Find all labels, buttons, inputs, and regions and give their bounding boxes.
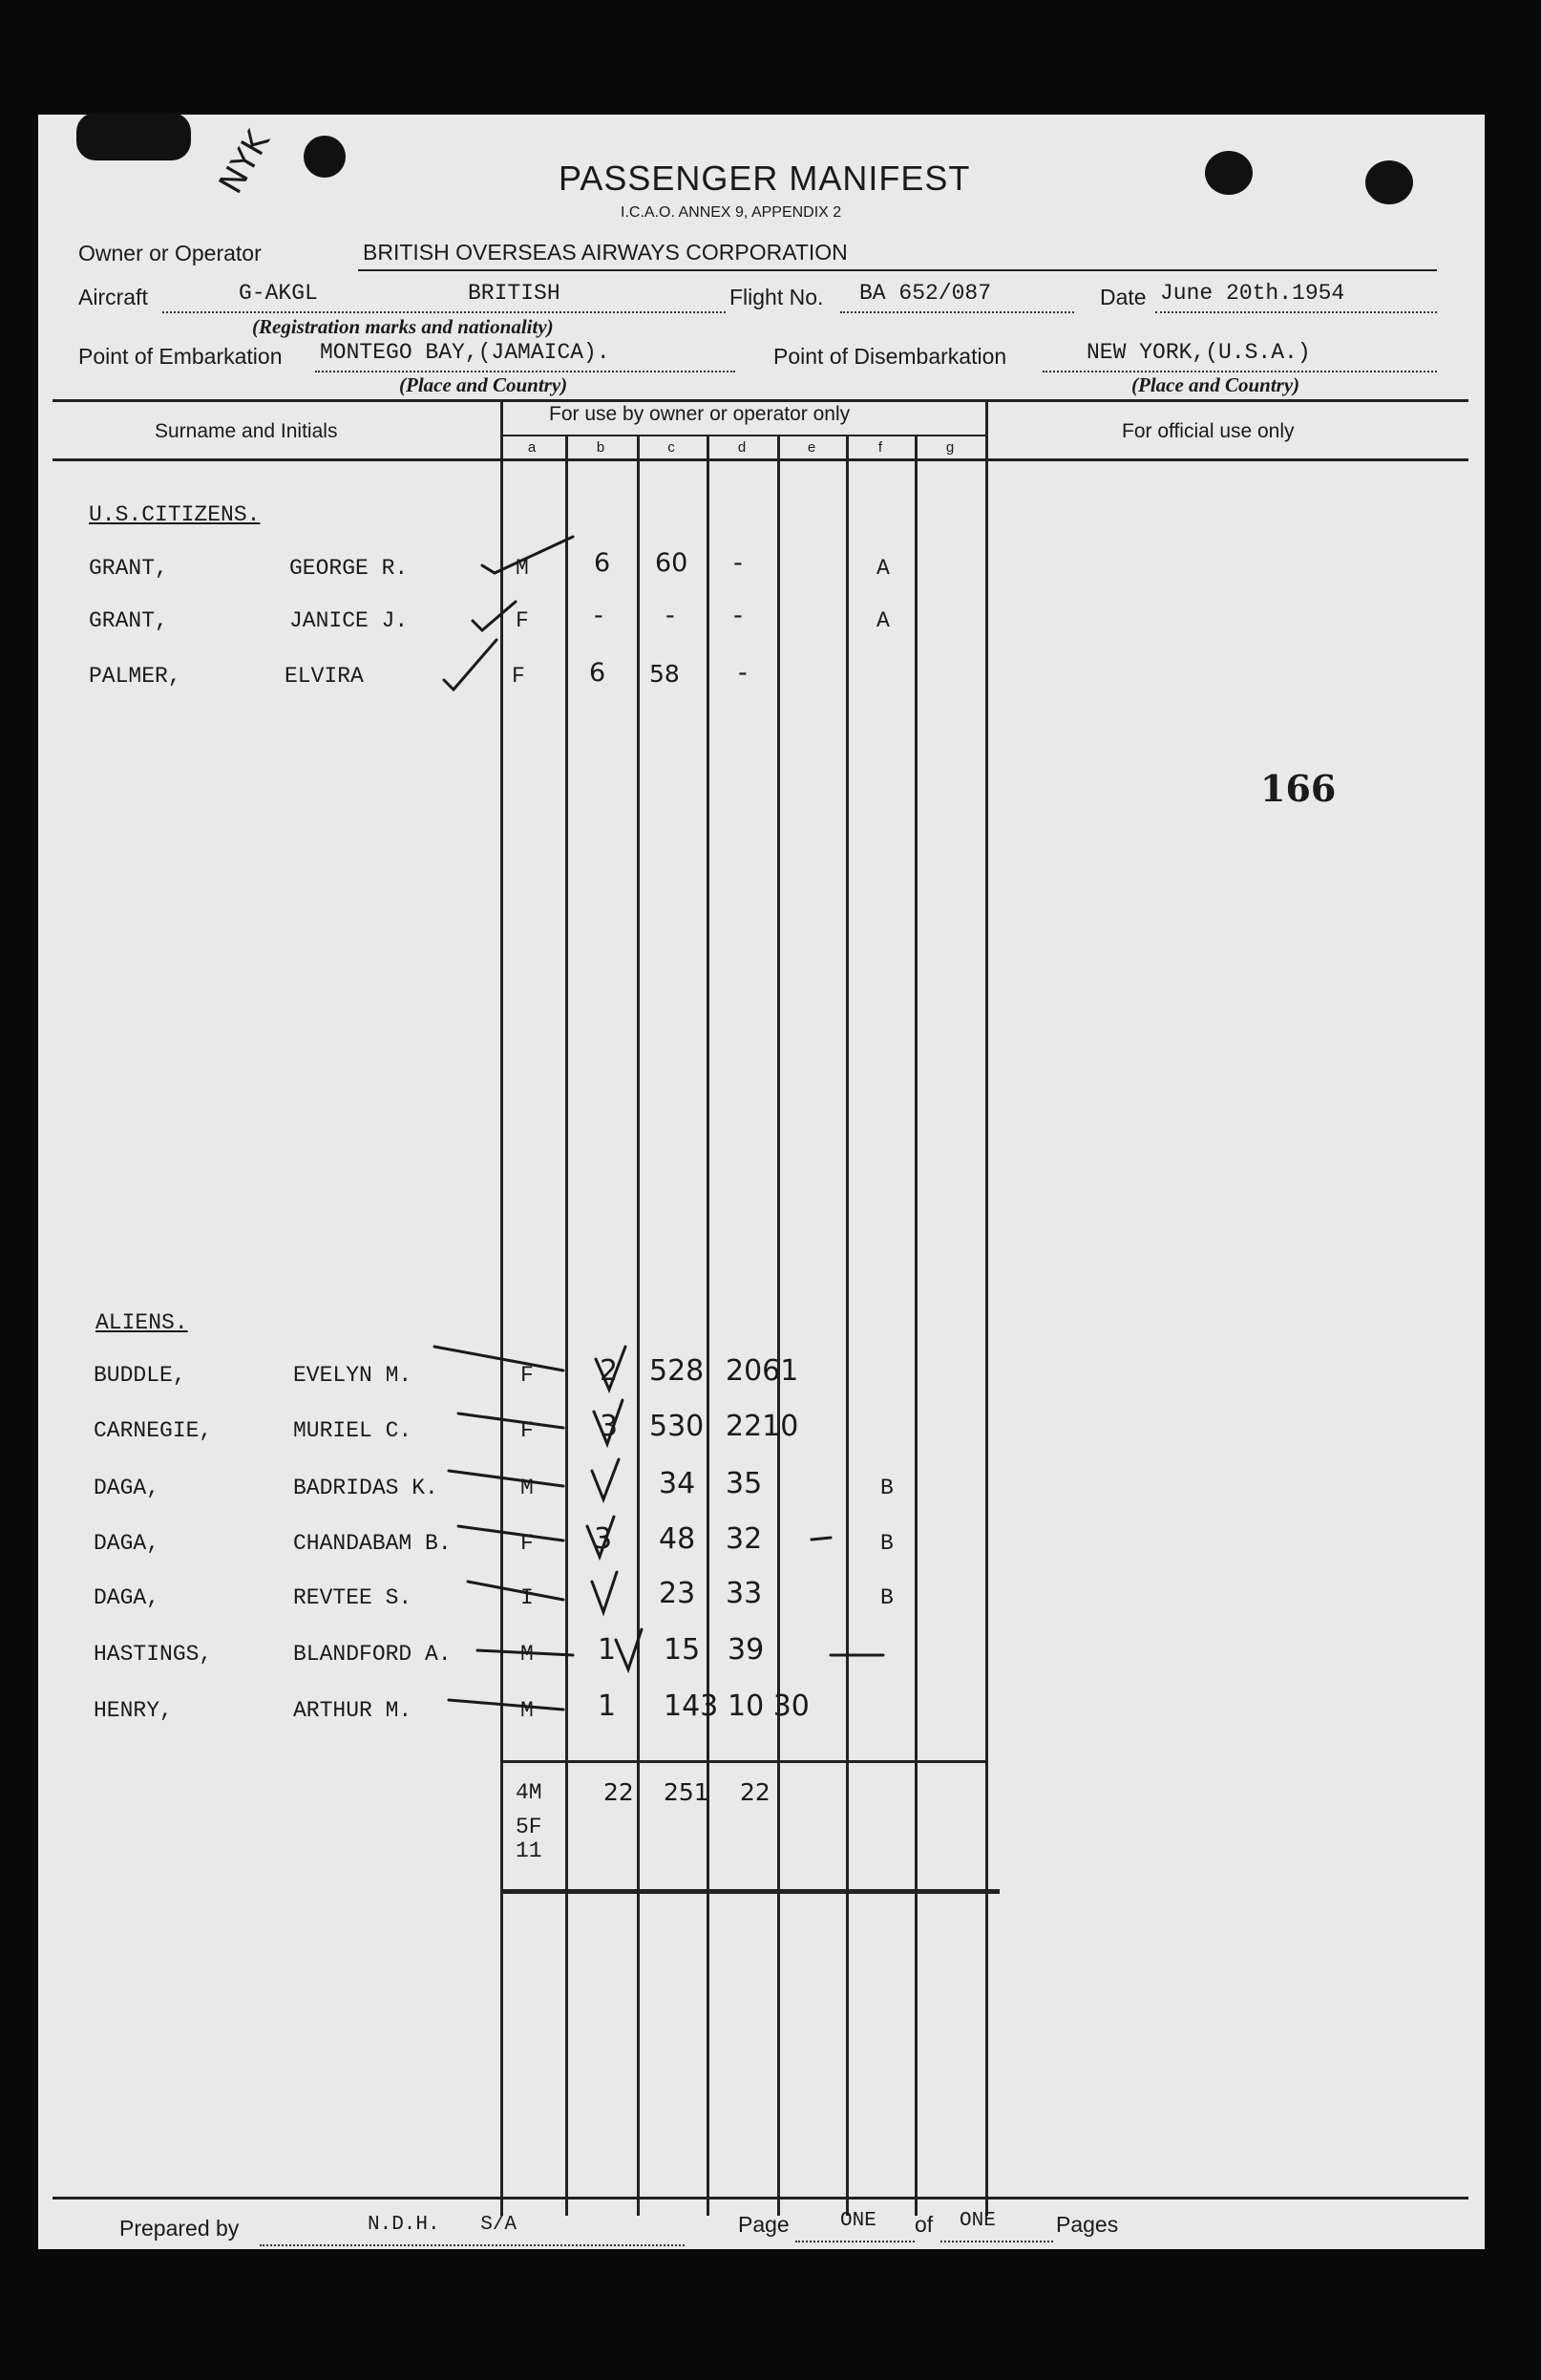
surname: PALMER, xyxy=(89,664,181,689)
cell-b: 3 xyxy=(600,1410,619,1443)
cell-d: - xyxy=(733,548,743,578)
total-b: 22 xyxy=(603,1778,634,1806)
page-number-stamp: 166 xyxy=(1260,767,1337,810)
col-header-f: f xyxy=(877,439,883,456)
check-icon xyxy=(594,1400,623,1444)
nyk-stamp: NYK xyxy=(211,124,278,201)
section-aliens: ALIENS. xyxy=(95,1310,188,1335)
section-us-citizens: U.S.CITIZENS. xyxy=(89,502,261,527)
cell-c: 15 xyxy=(664,1633,701,1667)
cell-a: M xyxy=(520,1698,534,1723)
cell-c: 48 xyxy=(659,1522,696,1556)
of-dots xyxy=(940,2214,1053,2242)
total-a-all: 11 xyxy=(516,1838,542,1863)
strike-line xyxy=(477,1650,573,1655)
given-name: REVTEE S. xyxy=(293,1585,412,1610)
page-value: ONE xyxy=(840,2210,876,2232)
page-subtitle: I.C.A.O. ANNEX 9, APPENDIX 2 xyxy=(621,204,842,221)
cell-c: 530 xyxy=(649,1410,705,1443)
cell-b: 1 xyxy=(598,1633,617,1667)
col-header-e: e xyxy=(807,439,816,456)
cell-a: M xyxy=(520,1476,534,1500)
check-icon xyxy=(592,1459,619,1499)
aircraft-reg: G-AKGL xyxy=(239,281,318,306)
aircraft-hint: (Registration marks and nationality) xyxy=(252,315,554,338)
col-header-d: d xyxy=(737,439,747,456)
embark-hint: (Place and Country) xyxy=(399,373,568,396)
cell-c: - xyxy=(665,601,675,630)
surname: DAGA, xyxy=(94,1585,160,1610)
cell-a: F xyxy=(516,608,529,633)
col-header-g: g xyxy=(945,439,955,456)
given-name: EVELYN M. xyxy=(293,1363,412,1388)
cell-c: 58 xyxy=(649,660,680,688)
cell-d: 35 xyxy=(726,1467,763,1500)
given-name: GEORGE R. xyxy=(289,556,409,581)
flight-label: Flight No. xyxy=(729,285,824,309)
cell-a: F xyxy=(520,1418,534,1443)
embark-value: MONTEGO BAY,(JAMAICA). xyxy=(320,340,610,365)
pages-label: Pages xyxy=(1056,2212,1119,2237)
given-name: ARTHUR M. xyxy=(293,1698,412,1723)
of-value: ONE xyxy=(960,2210,996,2232)
strike-line xyxy=(458,1413,563,1428)
operator-column-header: For use by owner or operator only xyxy=(549,403,851,425)
cell-a: M xyxy=(520,1642,534,1667)
date-value: June 20th.1954 xyxy=(1160,281,1345,306)
cell-f: A xyxy=(876,556,890,581)
check-icon xyxy=(473,602,516,630)
strike-line xyxy=(449,1471,563,1486)
disembark-value: NEW YORK,(U.S.A.) xyxy=(1087,340,1311,365)
cell-b: 2 xyxy=(600,1354,619,1388)
cell-f: A xyxy=(876,608,890,633)
col-header-c: c xyxy=(667,439,675,456)
cell-d: 33 xyxy=(726,1577,763,1610)
cell-c: 60 xyxy=(655,548,688,578)
cell-b: - xyxy=(594,601,603,630)
check-icon xyxy=(592,1572,617,1612)
check-icon xyxy=(482,537,573,573)
given-name: JANICE J. xyxy=(289,608,409,633)
cell-c: 528 xyxy=(649,1354,705,1388)
cell-a: F xyxy=(520,1363,534,1388)
cell-b: 1 xyxy=(598,1689,617,1723)
surname: HASTINGS, xyxy=(94,1642,213,1667)
check-icon xyxy=(616,1629,642,1669)
cell-f: B xyxy=(880,1585,894,1610)
name-column-header: Surname and Initials xyxy=(155,420,338,442)
date-label: Date xyxy=(1100,285,1147,309)
cell-c: 143 xyxy=(664,1689,719,1723)
col-header-b: b xyxy=(596,439,605,456)
cell-a: F xyxy=(512,664,525,689)
page-title: PASSENGER MANIFEST xyxy=(559,159,971,198)
surname: BUDDLE, xyxy=(94,1363,186,1388)
cell-a: I xyxy=(520,1585,534,1610)
cell-d: 39 xyxy=(728,1633,765,1667)
cell-b: 6 xyxy=(594,548,611,578)
check-icon xyxy=(596,1347,625,1390)
surname: DAGA, xyxy=(94,1531,160,1556)
surname: HENRY, xyxy=(94,1698,173,1723)
total-a-females: 5F xyxy=(516,1815,542,1839)
cell-c: 34 xyxy=(659,1467,696,1500)
given-name: BADRIDAS K. xyxy=(293,1476,438,1500)
total-d: 22 xyxy=(740,1778,770,1806)
cell-d: - xyxy=(733,601,743,630)
cell-d: - xyxy=(738,658,748,688)
strike-line xyxy=(458,1526,563,1541)
check-icon xyxy=(444,640,496,690)
cell-b: 6 xyxy=(589,658,606,688)
cell-a: M xyxy=(516,556,529,581)
given-name: BLANDFORD A. xyxy=(293,1642,452,1667)
disembark-label: Point of Disembarkation xyxy=(773,344,1007,369)
cell-c: 23 xyxy=(659,1577,696,1610)
strike-line xyxy=(434,1347,563,1371)
surname: GRANT, xyxy=(89,608,168,633)
strike-line xyxy=(468,1582,563,1600)
totals-rule xyxy=(503,1760,985,1763)
flight-value: BA 652/087 xyxy=(859,281,992,306)
col-header-a: a xyxy=(527,439,537,456)
owner-label: Owner or Operator xyxy=(78,241,262,266)
page-label: Page xyxy=(738,2212,790,2237)
check-icon xyxy=(587,1517,614,1557)
prepared-by-value: N.D.H. S/A xyxy=(368,2214,517,2236)
cell-b: 3 xyxy=(594,1522,613,1556)
cell-d: 10 30 xyxy=(728,1689,810,1723)
footer-rule xyxy=(53,2197,1468,2199)
aircraft-label: Aircraft xyxy=(78,285,148,309)
aircraft-nationality: BRITISH xyxy=(468,281,560,306)
surname: CARNEGIE, xyxy=(94,1418,213,1443)
total-c: 251 xyxy=(664,1778,709,1806)
given-name: ELVIRA xyxy=(285,664,364,689)
owner-value: BRITISH OVERSEAS AIRWAYS CORPORATION xyxy=(363,240,848,265)
cell-f: B xyxy=(880,1531,894,1556)
given-name: CHANDABAM B. xyxy=(293,1531,452,1556)
surname: GRANT, xyxy=(89,556,168,581)
cell-d: 2210 xyxy=(726,1410,799,1443)
disembark-hint: (Place and Country) xyxy=(1131,373,1300,396)
official-column-header: For official use only xyxy=(1122,420,1295,442)
of-label: of xyxy=(915,2212,934,2237)
cell-d: 32 xyxy=(726,1522,763,1556)
strike-line xyxy=(812,1538,831,1540)
totals-double-rule xyxy=(503,1889,1000,1894)
strike-line xyxy=(449,1700,563,1710)
cell-a: F xyxy=(520,1531,534,1556)
given-name: MURIEL C. xyxy=(293,1418,412,1443)
prepared-by-label: Prepared by xyxy=(119,2216,240,2241)
total-a-males: 4M xyxy=(516,1780,542,1805)
surname: DAGA, xyxy=(94,1476,160,1500)
cell-f: B xyxy=(880,1476,894,1500)
embark-label: Point of Embarkation xyxy=(78,344,283,369)
cell-d: 2061 xyxy=(726,1354,799,1388)
